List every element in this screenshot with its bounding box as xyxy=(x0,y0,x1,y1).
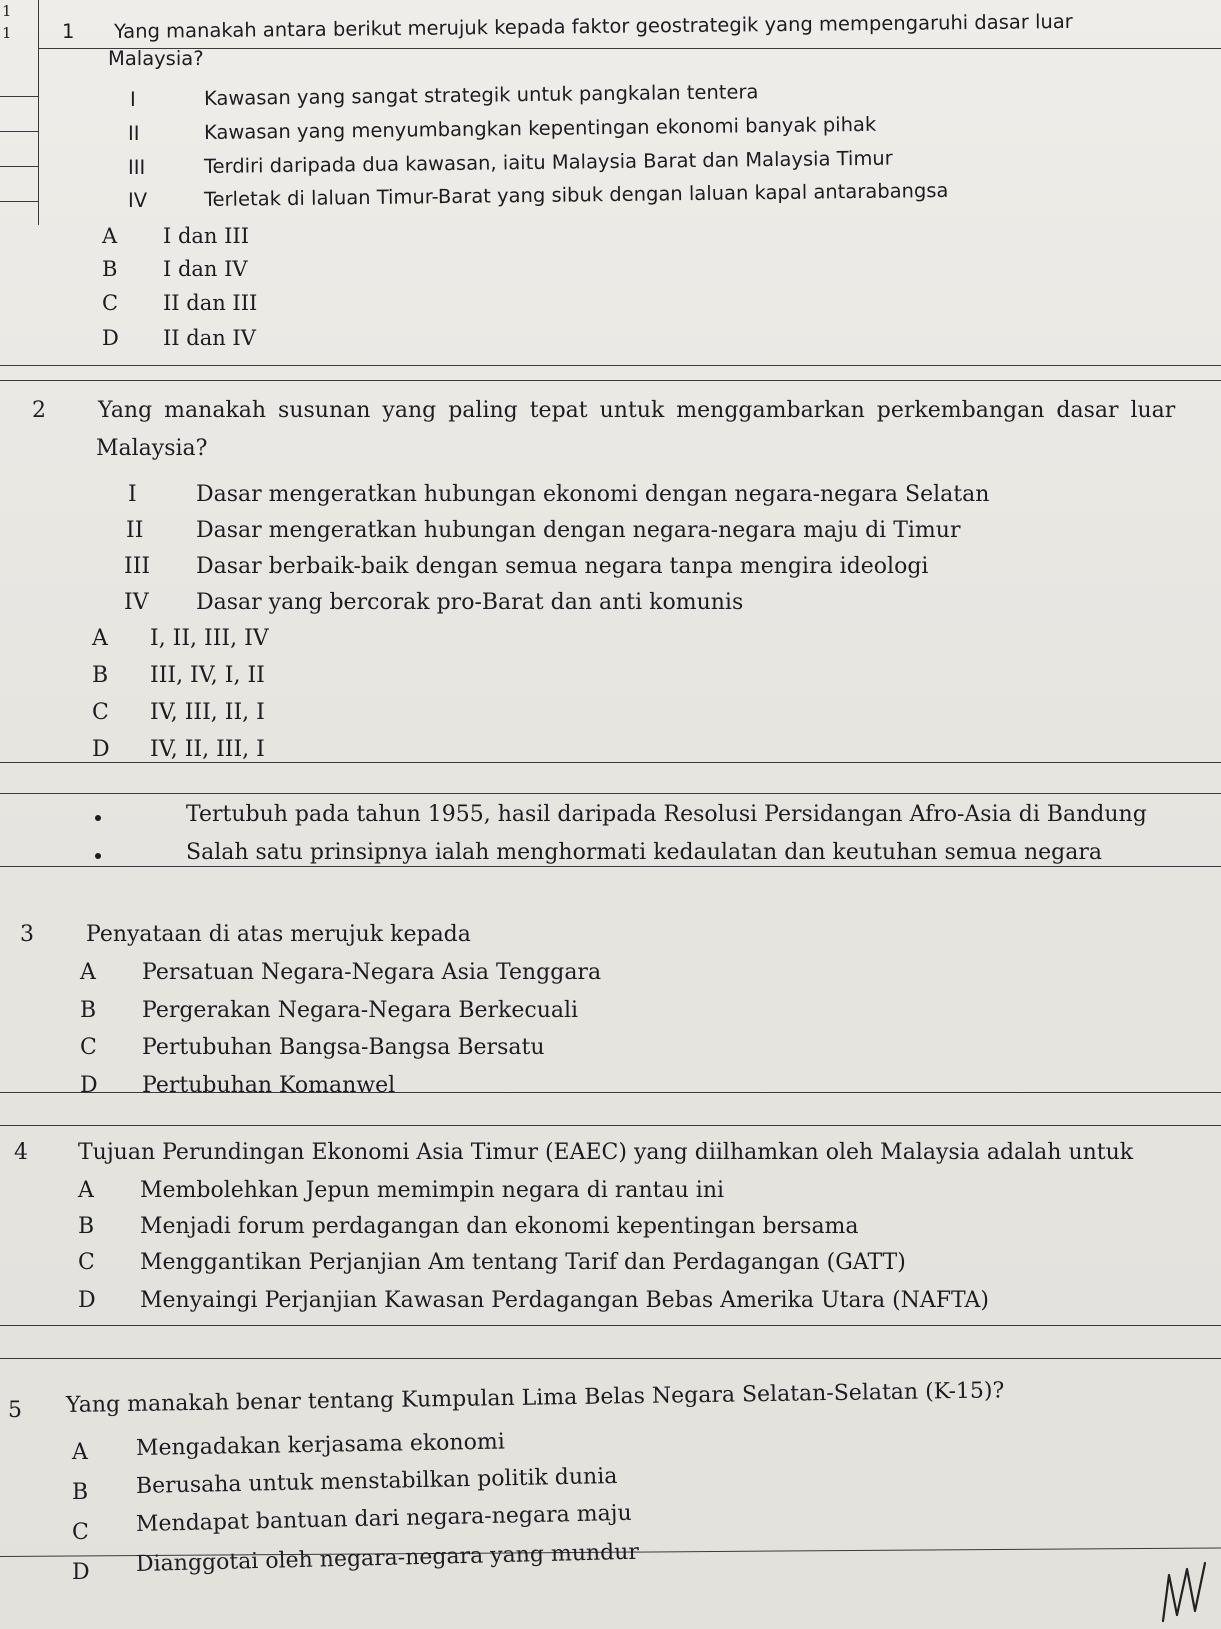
statement-text: Dasar mengeratkan hubungan ekonomi dengan negara-negara Selatan xyxy=(196,482,990,507)
option-text[interactable]: Pertubuhan Komanwel xyxy=(142,1073,396,1098)
question-stem: Yang manakah benar tentang Kumpulan Lima Belas Negara Selatan-Selatan (K-15)? xyxy=(65,1378,1005,1418)
question-number: 5 xyxy=(8,1398,22,1423)
statement-text: Kawasan yang sangat strategik untuk pangkalan tentera xyxy=(203,80,759,110)
statement-text: Kawasan yang menyumbangkan kepentingan ekonomi banyak pihak xyxy=(203,112,877,144)
option-text[interactable]: Mengadakan kerjasama ekonomi xyxy=(135,1429,505,1461)
statement-numeral: III xyxy=(128,156,146,179)
statement-numeral: II xyxy=(128,122,140,145)
option-text[interactable]: Pergerakan Negara-Negara Berkecuali xyxy=(142,998,579,1023)
option-letter[interactable]: C xyxy=(80,1035,97,1060)
option-letter[interactable]: B xyxy=(92,663,109,688)
stimulus-bullet: Tertubuh pada tahun 1955, hasil daripada Resolusi Persidangan Afro-Asia di Bandung xyxy=(186,802,1147,827)
option-letter[interactable]: C xyxy=(72,1520,89,1545)
stimulus-bullet: Salah satu prinsipnya ialah menghormati kedaulatan dan keutuhan semua negara xyxy=(186,840,1103,865)
statement-text: Dasar mengeratkan hubungan dengan negara-negara maju di Timur xyxy=(196,518,961,543)
option-text[interactable]: Berusaha untuk menstabilkan politik dunia xyxy=(135,1463,618,1499)
option-text[interactable]: I, II, III, IV xyxy=(150,626,269,651)
option-text[interactable]: Menyaingi Perjanjian Kawasan Perdagangan Bebas Amerika Utara (NAFTA) xyxy=(140,1288,989,1313)
statement-numeral: II xyxy=(126,518,144,543)
question-number: 3 xyxy=(20,922,34,947)
option-text[interactable]: I dan IV xyxy=(163,257,248,281)
option-letter[interactable]: A xyxy=(78,1178,94,1203)
option-text[interactable]: IV, III, II, I xyxy=(150,700,265,725)
option-letter[interactable]: A xyxy=(80,960,96,985)
option-letter[interactable]: B xyxy=(78,1214,95,1239)
option-letter[interactable]: B xyxy=(72,1480,89,1505)
option-letter[interactable]: A xyxy=(102,224,118,248)
margin-divider xyxy=(0,201,38,202)
q4-bottom-border xyxy=(0,1325,1221,1326)
option-text[interactable]: Pertubuhan Bangsa-Bangsa Bersatu xyxy=(142,1035,545,1060)
statement-numeral: III xyxy=(124,554,151,579)
option-text[interactable]: Menggantikan Perjanjian Am tentang Tarif dan Perdagangan (GATT) xyxy=(140,1250,906,1275)
statement-text: Dasar berbaik-baik dengan semua negara tanpa mengira ideologi xyxy=(196,554,929,579)
option-text[interactable]: Mendapat bantuan dari negara-negara maju xyxy=(135,1500,632,1537)
q4-top-border xyxy=(0,1125,1221,1126)
question-stem-cont: Malaysia? xyxy=(108,47,204,70)
option-text[interactable]: Persatuan Negara-Negara Asia Tenggara xyxy=(142,960,602,985)
margin-line xyxy=(38,0,39,225)
question-stem: Penyataan di atas merujuk kepada xyxy=(86,922,471,947)
margin-divider xyxy=(0,96,38,97)
option-text[interactable]: Membolehkan Jepun memimpin negara di rantau ini xyxy=(140,1178,725,1203)
handwritten-scribble-icon xyxy=(1155,1555,1215,1625)
option-letter[interactable]: B xyxy=(80,998,97,1023)
option-letter[interactable]: A xyxy=(92,626,108,651)
option-letter[interactable]: A xyxy=(72,1440,88,1465)
option-text[interactable]: II dan III xyxy=(163,291,258,315)
q2-top-border xyxy=(0,380,1221,381)
statement-numeral: IV xyxy=(128,189,148,212)
option-letter[interactable]: D xyxy=(102,326,119,350)
question-stem: Tujuan Perundingan Ekonomi Asia Timur (EAEC) yang diilhamkan oleh Malaysia adalah untuk xyxy=(78,1140,1134,1165)
margin-mark: 1 xyxy=(2,2,12,20)
option-text[interactable]: Dianggotai oleh negara-negara yang mundur xyxy=(135,1539,640,1577)
option-letter[interactable]: D xyxy=(80,1073,98,1098)
statement-text: Terletak di laluan Timur-Barat yang sibuk dengan laluan kapal antarabangsa xyxy=(203,178,949,211)
q1-bottom-border xyxy=(0,365,1221,366)
question-stem-cont: Malaysia? xyxy=(96,436,208,461)
margin-divider xyxy=(0,166,38,167)
margin-mark: 1 xyxy=(2,24,12,42)
option-letter[interactable]: D xyxy=(72,1560,90,1585)
option-letter[interactable]: C xyxy=(102,291,119,315)
margin-divider xyxy=(0,131,38,132)
question-stem: Yang manakah susunan yang paling tepat untuk menggambarkan perkembangan dasar luar xyxy=(98,398,1176,423)
bullet-icon xyxy=(95,815,101,821)
statement-numeral: I xyxy=(128,482,137,507)
question-number: 2 xyxy=(32,398,46,423)
statement-numeral: I xyxy=(130,88,136,111)
option-letter[interactable]: D xyxy=(78,1288,96,1313)
option-letter[interactable]: B xyxy=(102,257,118,281)
q5-top-border xyxy=(0,1358,1221,1359)
option-text[interactable]: II dan IV xyxy=(163,326,256,350)
option-letter[interactable]: C xyxy=(78,1250,95,1275)
option-text[interactable]: III, IV, I, II xyxy=(150,663,265,688)
statement-numeral: IV xyxy=(124,590,149,615)
option-letter[interactable]: C xyxy=(92,700,109,725)
bullet-icon xyxy=(95,853,101,859)
option-text[interactable]: IV, II, III, I xyxy=(150,737,265,762)
q1-top-border xyxy=(38,48,1221,49)
option-text[interactable]: I dan III xyxy=(163,224,250,248)
option-letter[interactable]: D xyxy=(92,737,110,762)
question-stem: Yang manakah antara berikut merujuk kepada faktor geostrategik yang mempengaruhi dasar luar xyxy=(113,9,1073,43)
statement-text: Terdiri daripada dua kawasan, iaitu Malaysia Barat dan Malaysia Timur xyxy=(203,146,893,178)
question-number: 1 xyxy=(62,20,75,43)
statement-text: Dasar yang bercorak pro-Barat dan anti komunis xyxy=(196,590,744,615)
q3-stimulus-top xyxy=(0,793,1221,794)
option-text[interactable]: Menjadi forum perdagangan dan ekonomi kepentingan bersama xyxy=(140,1214,859,1239)
question-number: 4 xyxy=(14,1140,28,1165)
